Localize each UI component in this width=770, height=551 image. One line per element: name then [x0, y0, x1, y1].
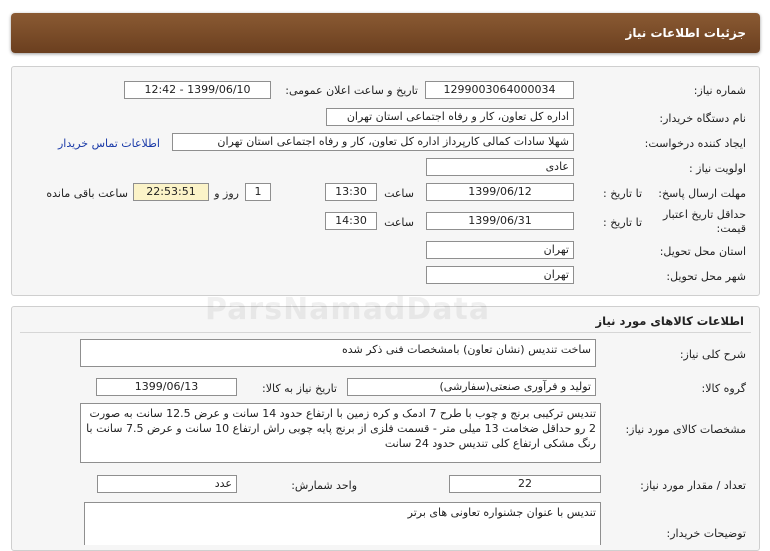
response-time-label: ساعت	[384, 187, 414, 200]
days-remaining-field: 1	[245, 183, 271, 201]
unit-field: عدد	[97, 475, 237, 493]
announce-field: 1399/06/10 - 12:42	[124, 81, 271, 99]
remaining-time-field: 22:53:51	[133, 183, 209, 201]
response-time-field: 13:30	[325, 183, 377, 201]
requester-label: ایجاد کننده درخواست:	[644, 137, 746, 150]
province-field: تهران	[426, 241, 574, 259]
need-date-label: تاریخ نیاز به کالا:	[262, 382, 337, 395]
unit-label: واحد شمارش:	[291, 479, 357, 492]
price-validity-time-field: 14:30	[325, 212, 377, 230]
buyer-contact-link[interactable]: اطلاعات تماس خریدار	[58, 137, 160, 150]
goods-section-divider	[20, 332, 751, 333]
price-validity-to-date-label: تا تاریخ :	[603, 216, 642, 229]
city-label: شهر محل تحویل:	[666, 270, 746, 283]
days-label: روز و	[214, 187, 239, 200]
requester-field: شهلا سادات کمالی کارپرداز اداره کل تعاون، کار و رفاه اجتماعی استان تهران	[172, 133, 574, 151]
buyer-notes-field: تندیس با عنوان جشنواره تعاونی های برتر	[84, 502, 601, 545]
buyer-notes-label: توضیحات خریدار:	[666, 527, 746, 540]
page-header	[11, 13, 760, 53]
priority-field: عادی	[426, 158, 574, 176]
details-panel	[11, 66, 760, 296]
price-validity-time-label: ساعت	[384, 216, 414, 229]
goods-group-field: تولید و فرآوری صنعتی(سفارشی)	[347, 378, 596, 396]
page-title: جزئیات اطلاعات نیاز	[625, 26, 746, 40]
response-date-field: 1399/06/12	[426, 183, 574, 201]
quantity-label: تعداد / مقدار مورد نیاز:	[640, 479, 746, 492]
price-validity-date-field: 1399/06/31	[426, 212, 574, 230]
specs-field: تندیس ترکیبی برنج و چوب با طرح 7 ادمک و کره زمین با ارتفاع حدود 14 سانت و عرض 12.5 سانت به صورت 2 رو حداقل ضخامت 13 میلی متر - قسمت فلزی از برنج پایه چوبی راش ارتفاع 10 سانت و عرض 7.5 سانت با رنگ مشکی ارتفاع کلی تندیس حدود 24 سانت	[80, 403, 601, 463]
specs-label: مشخصات کالای مورد نیاز:	[625, 423, 746, 436]
response-to-date-label: تا تاریخ :	[603, 187, 642, 200]
price-validity-label: حداقل تاریخ اعتبار قیمت:	[662, 208, 746, 235]
remaining-time-label: ساعت باقی مانده	[46, 187, 128, 200]
general-desc-field: ساخت تندیس (نشان تعاون) بامشخصات فنی ذکر شده	[80, 339, 596, 367]
quantity-field: 22	[449, 475, 601, 493]
province-label: استان محل تحویل:	[659, 245, 746, 258]
need-number-field: 1299003064000034	[425, 81, 574, 99]
buyer-org-label: نام دستگاه خریدار:	[659, 112, 746, 125]
need-date-field: 1399/06/13	[96, 378, 237, 396]
goods-group-label: گروه کالا:	[701, 382, 746, 395]
response-deadline-label: مهلت ارسال پاسخ:	[658, 187, 746, 200]
city-field: تهران	[426, 266, 574, 284]
goods-section-title: اطلاعات کالاهای مورد نیاز	[595, 314, 744, 328]
general-desc-label: شرح کلی نیاز:	[679, 348, 746, 361]
buyer-org-field: اداره کل تعاون، کار و رفاه اجتماعی استان تهران	[326, 108, 574, 126]
priority-label: اولویت نیاز :	[688, 162, 746, 175]
need-number-label: شماره نیاز:	[693, 84, 746, 97]
announce-label: تاریخ و ساعت اعلان عمومی:	[285, 84, 418, 97]
